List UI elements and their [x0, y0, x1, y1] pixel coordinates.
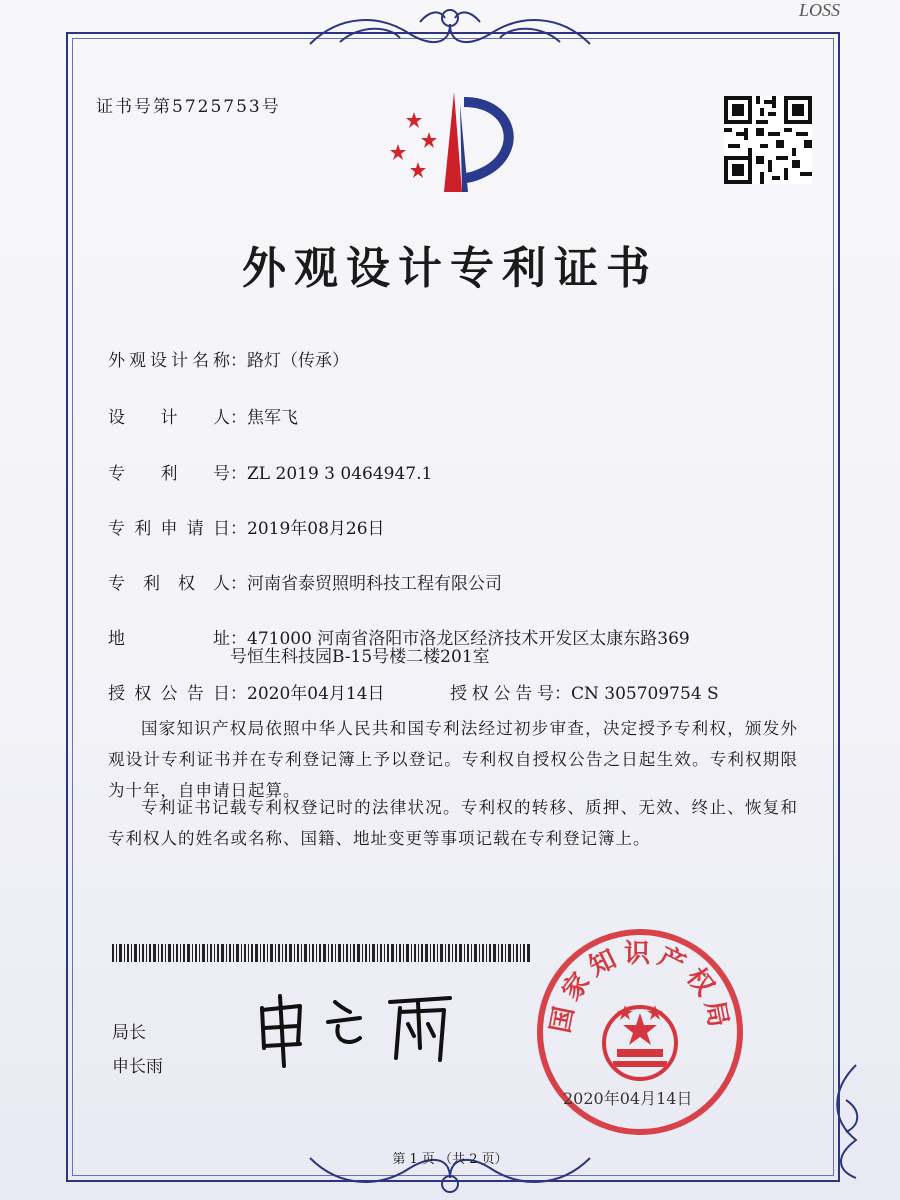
- patent-office-emblem-icon: [384, 92, 524, 202]
- certificate-title: 外观设计专利证书: [242, 243, 658, 294]
- filing-date-value: 2019年08月26日: [247, 519, 385, 539]
- director-title: 局长: [112, 1023, 146, 1043]
- field-patentee: 专利权人：河南省泰贸照明科技工程有限公司: [108, 569, 502, 594]
- designer-label: 设计人: [108, 408, 230, 428]
- field-design-name: 外观设计名称：路灯（传承）: [108, 346, 349, 371]
- address-value-line2: 号恒生科技园B-15号楼二楼201室: [230, 647, 490, 667]
- body-paragraph-2: 专利证书记载专利权登记时的法律状况。专利权的转移、质押、无效、终止、恢复和专利权人的姓名或名称、国籍、地址变更等事项记载在专利登记簿上。: [108, 798, 798, 848]
- director-name: 申长雨: [112, 1057, 163, 1077]
- design-name-label: 外观设计名称: [108, 351, 230, 371]
- grant-number-label: 授权公告号: [450, 684, 554, 704]
- handwritten-annotation: LOSS: [798, 0, 840, 20]
- body-paragraph-1: 国家知识产权局依照中华人民共和国专利法经过初步审查，决定授予专利权，颁发外观设计专利证书并在专利登记簿上予以登记。专利权自授权公告之日起生效。专利权期限为十年，自申请日起算。: [108, 719, 798, 800]
- field-designer: 设计人：焦军飞: [108, 403, 298, 428]
- address-label: 地址: [108, 629, 230, 649]
- field-grant-number: 授权公告号：CN 305709754 S: [450, 679, 719, 704]
- patent-number-label: 专利号: [108, 464, 230, 484]
- qr-code: [724, 96, 812, 184]
- director-signature: [250, 988, 460, 1068]
- field-grant-date: 授权公告日：2020年04月14日: [108, 679, 385, 704]
- field-patent-number: 专利号：ZL 2019 3 0464947.1: [108, 459, 432, 484]
- seal-text: 国家知识产权局: [545, 939, 735, 1036]
- designer-value: 焦军飞: [247, 408, 298, 428]
- patentee-label: 专利权人: [108, 574, 230, 594]
- grant-date-value: 2020年04月14日: [247, 684, 385, 704]
- grant-number-value: CN 305709754 S: [571, 684, 719, 704]
- top-ornament: [300, 4, 600, 52]
- patent-number-value: ZL 2019 3 0464947.1: [247, 464, 433, 484]
- page-footer: 第 1 页 （共 2 页）: [392, 1152, 508, 1167]
- barcode: [112, 944, 532, 962]
- filing-date-label: 专利申请日: [108, 519, 230, 539]
- field-address: 地址：471000 河南省洛阳市洛龙区经济技术开发区太康东路369: [108, 624, 690, 649]
- grant-date-label: 授权公告日: [108, 684, 230, 704]
- address-value-line1: 471000 河南省洛阳市洛龙区经济技术开发区太康东路369: [247, 629, 690, 649]
- design-name-value: 路灯（传承）: [247, 351, 349, 371]
- seal-date: 2020年04月14日: [563, 1089, 693, 1108]
- patentee-value: 河南省泰贸照明科技工程有限公司: [247, 574, 502, 594]
- field-filing-date: 专利申请日：2019年08月26日: [108, 514, 385, 539]
- certificate-number: 证书号第5725753号: [96, 97, 281, 117]
